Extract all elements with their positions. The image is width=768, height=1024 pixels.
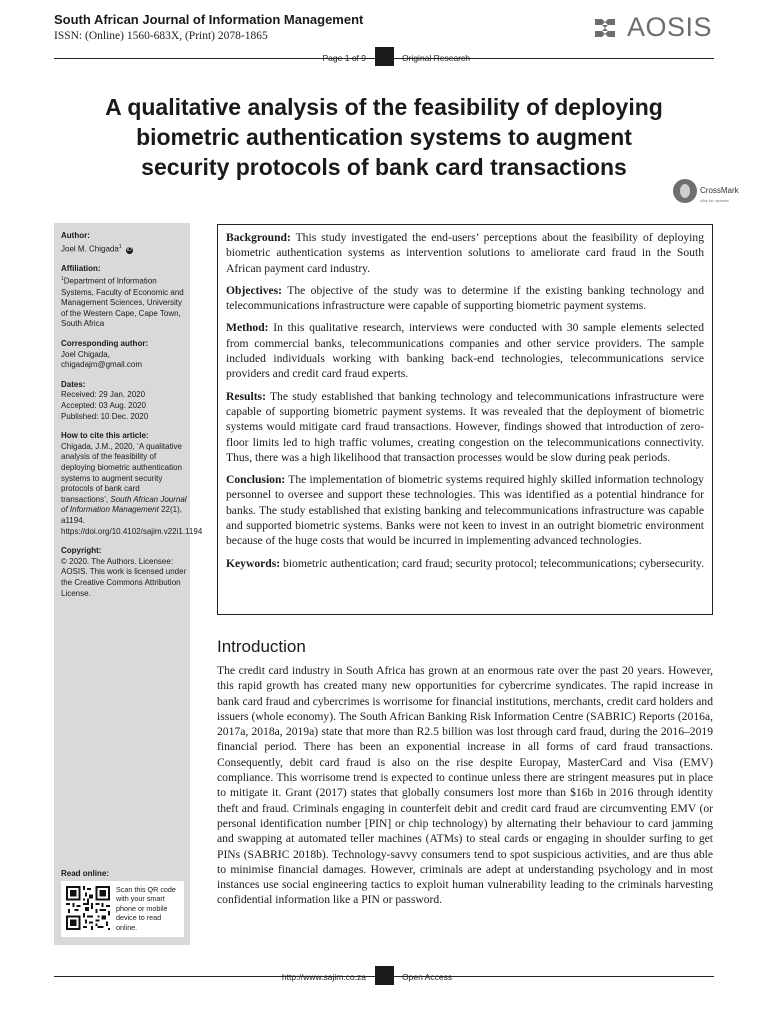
- abstract-method-text: In this qualitative research, interviews were conducted with 30 sample elements selected from commercial banks, telecommunications companies and other service providers. The sample included individuals working with banking back-end technologies, telecommunications service providers and credit card fraud experts.: [226, 321, 704, 381]
- article-title-line: biometric authentication systems to augment: [136, 124, 632, 150]
- author-line: [61, 242, 187, 255]
- abstract-conclusion: [226, 472, 704, 548]
- footer-url-link[interactable]: http://www.sajim.co.za: [281, 972, 366, 982]
- aosis-logo-icon: [593, 16, 623, 40]
- footer-black-box: [375, 966, 394, 985]
- citation-head: How to cite this article:: [61, 431, 149, 441]
- date-received: Received: 29 Jan. 2020: [61, 390, 146, 400]
- author-name: Joel M. Chigada: [61, 244, 119, 254]
- citation-journal: South African Journal of Information Management: [61, 494, 187, 515]
- orcid-icon[interactable]: iD: [126, 247, 132, 254]
- author-sup: 1: [118, 243, 122, 250]
- abstract-keywords: [226, 556, 704, 571]
- copyright-block: [61, 546, 187, 599]
- copyright-text: © 2020. The Authors. Licensee: AOSIS. This work is licensed under the Creative Commons Attribution License.: [61, 556, 187, 598]
- article-info-sidebar: [54, 223, 203, 945]
- aosis-logo-text: AOSIS: [626, 12, 712, 42]
- abstract-box: [217, 224, 713, 615]
- introduction-heading: Introduction: [217, 637, 306, 656]
- qr-code[interactable]: [66, 886, 110, 930]
- abstract-background: [226, 230, 704, 276]
- abstract-results-text: The study established that banking technology and telecommunications infrastructure were capable of supporting biometric payment systems. It was revealed that the deployment of biometric systems would mitigate card fraud transactions. However, findings showed that introduction of zero-floor limits led to high traffic volumes, creating congestion on the telecommunications connectivity. Thus, there was a high likelihood that transaction processes would be slow during peak periods.: [226, 389, 704, 464]
- abstract-background-label: Background:: [226, 231, 291, 244]
- author-head: Author:: [61, 231, 90, 240]
- crossmark-label: CrossMark: [700, 185, 739, 195]
- abstract-objectives-text: The objective of the study was to determine if the existing banking technology and telecommunications infrastructure were capable of supporting biometric payment systems.: [226, 283, 704, 313]
- date-published: Published: 10 Dec. 2020: [61, 411, 149, 421]
- article-title-line: A qualitative analysis of the feasibility of deploying: [105, 94, 663, 120]
- crossmark-icon: [673, 179, 697, 203]
- corresponding-block: [61, 339, 187, 371]
- footer-open-access: Open Access: [402, 972, 453, 982]
- journal-title: South African Journal of Information Management: [54, 12, 364, 27]
- affiliation-block: [61, 264, 187, 330]
- issn: ISSN: (Online) 1560-683X, (Print) 2078-1865: [54, 30, 268, 42]
- crossmark-badge[interactable]: [673, 179, 739, 203]
- affiliation-text: [61, 274, 187, 330]
- introduction-body: The credit card industry in South Africa has grown at an enormous rate over the past 20 years. However, this rapid growth has created many new opportunities for cybercrime syndicates. The rapid increase in bank card fraud and cybercrimes is worrisome for financial institutions, merchants, credit card holders and issuers (whole economy). The South African Banking Risk Information Centre (SABRIC) Reports (2016a, 2017a, 2018a, 2019a) state that more than R2.5 billion was lost through card fraud, during the 2016–2019 financial period. There has been an exponential increase in all forms of card fraud transactions. Consequently, debit card fraud is also on the rise despite Europay, MasterCard and Visa (EMV) compliance. This worrisome trend is expected to continue unless there are stringent measures put in place to mitigate it. Grant (2017) states that globally consumers lost more than $16b in 2016 through identity theft and fraud. Criminals engaging in counterfeit debit and credit card fraud are circumventing EMV (or personal identification number [PIN] or chip technology) by alternating their behaviour to card jamming and swapping at automated teller machines (ATMs) to steal cards or engaging in shoulder surfing to get PINs (SABRIC 2018b). Technology-savvy consumers tend to spot suspicious activities, and are thus able to minimise financial damages. However, criminals are adept at understanding psychology and in most instances use social engineering tactics to exploit human vulnerability leading to the criminals harvesting confidential information like a PIN or password.: [217, 664, 713, 907]
- affiliation-head: Affiliation:: [61, 263, 101, 273]
- qr-box: [61, 881, 184, 937]
- page-number: Page 1 of 9: [322, 53, 366, 63]
- affiliation-value: Department of Information Systems, Faculty of Economic and Management Sciences, University of the Western Cape, Cape Town, South Africa: [61, 277, 184, 329]
- qr-caption: Scan this QR code with your smart phone or mobile device to read online.: [116, 885, 176, 932]
- dates-head: Dates:: [61, 379, 86, 389]
- abstract-method-label: Method:: [226, 321, 269, 335]
- corresponding-email[interactable]: chigadajm@gmail.com: [61, 360, 143, 370]
- abstract-keywords-label: Keywords:: [226, 556, 281, 570]
- article-type: Original Research: [402, 53, 471, 63]
- citation-block: [61, 431, 203, 537]
- abstract-keywords-text: biometric authentication; card fraud; security protocol; telecommunications; cybersecurity.: [283, 556, 704, 570]
- affiliation-sup: 1: [61, 276, 64, 283]
- corresponding-name: Joel Chigada,: [61, 349, 110, 359]
- read-online-block: [61, 869, 187, 939]
- author-block: [61, 231, 187, 255]
- abstract-conclusion-label: Conclusion:: [226, 473, 286, 487]
- article-title: [60, 92, 708, 182]
- citation-part-2[interactable]: 22(1), a1194. https://doi.org/10.4102/sajim.v22i1.1194: [61, 505, 203, 536]
- copyright-head: Copyright:: [61, 546, 102, 556]
- dates-block: [61, 380, 187, 422]
- citation-text: [61, 441, 203, 537]
- abstract-method: [226, 320, 704, 381]
- date-accepted: Accepted: 03 Aug. 2020: [61, 401, 146, 411]
- corresponding-head: Corresponding author:: [61, 339, 149, 349]
- read-online-head: Read online:: [61, 869, 110, 878]
- abstract-conclusion-text: The implementation of biometric systems required highly skilled information technology personnel to oversee and support these technologies. This was identified as a potential hindrance for banks. The study established that existing banking and telecommunications infrastructure was capable and supported biometric systems. Banks were not keen to invest in an outright biometric environment because of the huge costs that would be incurred in implementing advanced technologies.: [226, 473, 704, 548]
- header-black-box: [375, 47, 394, 66]
- citation-part-1: Chigada, J.M., 2020, ‘A qualitative analysis of the feasibility of deploying biometric authentication systems to augment security protocols of bank card transactions’,: [61, 441, 182, 504]
- crossmark-sub: click for updates: [700, 197, 729, 203]
- abstract-results-label: Results:: [226, 389, 266, 403]
- abstract-objectives: [226, 283, 704, 314]
- aosis-logo[interactable]: [593, 12, 712, 43]
- abstract-objectives-label: Objectives:: [226, 283, 283, 297]
- abstract-results: [226, 389, 704, 465]
- abstract-background-text: This study investigated the end-users’ perceptions about the feasibility of deploying biometric authentication systems as intervention solutions to ameliorate card fraud in the South African payment card industry.: [226, 231, 704, 275]
- article-title-line: security protocols of bank card transactions: [141, 154, 627, 180]
